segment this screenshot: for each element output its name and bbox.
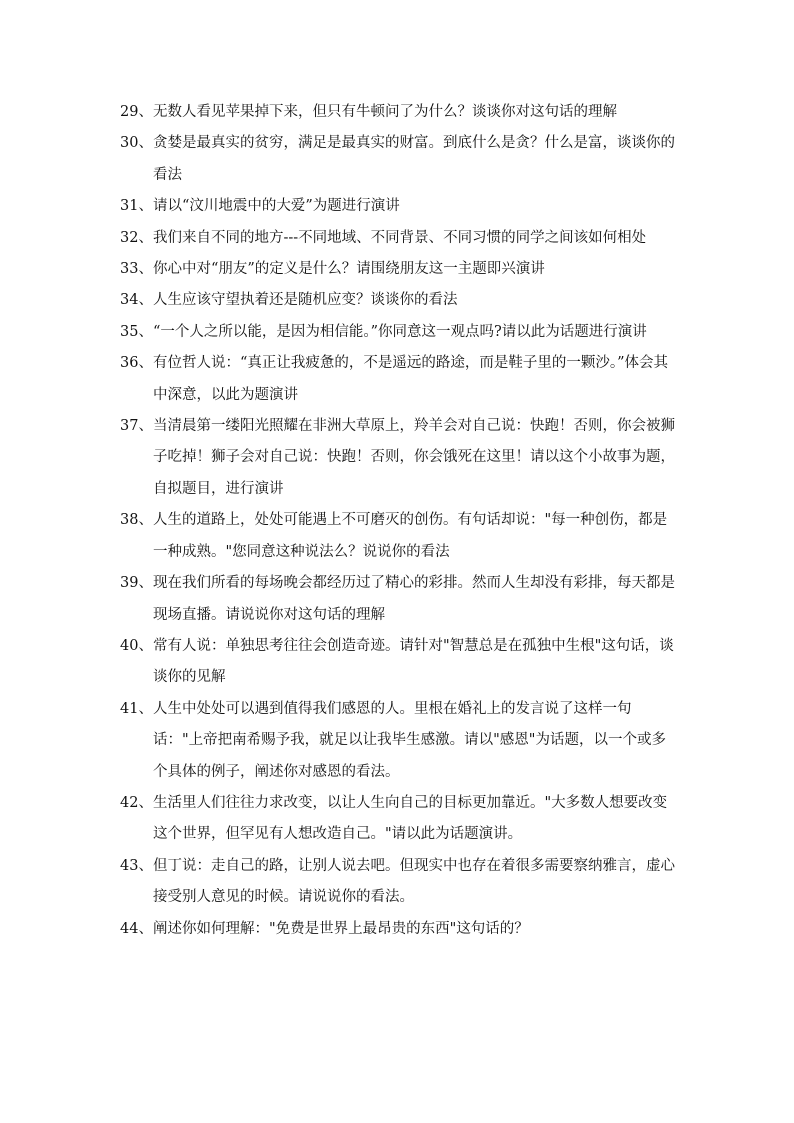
question-text: 当清晨第一缕阳光照耀在非洲大草原上，羚羊会对自己说：快跑！否则，你会被狮子吃掉！狮子会对自己说：快跑！否则，你会饿死在这里！请以这个小故事为题，自拟题目，进行演讲	[152, 418, 675, 497]
question-item-32	[120, 223, 676, 254]
question-item-41	[120, 694, 676, 788]
question-item-34	[120, 285, 676, 316]
question-text: “一个人之所以能，是因为相信能。”你同意这一观点吗?请以此为话题进行演讲	[152, 323, 647, 340]
question-number: 30、	[120, 135, 153, 152]
question-text: 请以“汶川地震中的大爱”为题进行演讲	[152, 198, 400, 215]
question-item-31	[120, 191, 676, 222]
question-text: 贪婪是最真实的贫穷，满足是最真实的财富。到底什么是贪？什么是富，谈谈你的看法	[152, 135, 675, 183]
question-item-39	[120, 568, 676, 631]
question-number: 41、	[120, 700, 153, 717]
question-text: 但丁说：走自己的路，让别人说去吧。但现实中也存在着很多需要察纳雅言，虚心接受别人意见的时候。请说说你的看法。	[152, 857, 675, 906]
question-number: 44、	[120, 920, 153, 937]
question-item-33	[120, 254, 676, 285]
question-text: 人生应该守望执着还是随机应变？谈谈你的看法	[152, 292, 458, 309]
question-text: 有位哲人说：“真正让我疲惫的，不是遥远的路途，而是鞋子里的一颗沙。”体会其中深意，以此为题演讲	[152, 355, 669, 403]
question-item-35	[120, 317, 676, 348]
question-item-29	[120, 97, 676, 128]
question-number: 39、	[120, 575, 153, 592]
question-text: 人生中处处可以遇到值得我们感恩的人。里根在婚礼上的发言说了这样一句话："上帝把南希赐予我，就足以让我毕生感激。请以"感恩"为话题，以一个或多个具体的例子，阐述你对感恩的看法。	[152, 700, 666, 780]
question-number: 31、	[120, 198, 153, 215]
question-item-36	[120, 348, 676, 411]
question-text: 现在我们所看的每场晚会都经历过了精心的彩排。然而人生却没有彩排，每天都是现场直播。请说说你对这句话的理解	[152, 575, 675, 623]
question-item-30	[120, 128, 676, 191]
question-item-42	[120, 788, 676, 851]
question-text: 常有人说：单独思考往往会创造奇迹。请针对"智慧总是在孤独中生根"这句话，谈谈你的见解	[152, 637, 674, 686]
question-number: 40、	[120, 637, 153, 654]
question-number: 37、	[120, 418, 153, 435]
question-item-37	[120, 411, 676, 505]
question-number: 43、	[120, 857, 153, 874]
question-number: 42、	[120, 794, 153, 811]
question-item-38	[120, 505, 676, 568]
question-number: 35、	[120, 323, 153, 340]
question-list	[120, 97, 676, 945]
question-number: 38、	[120, 512, 153, 529]
question-number: 32、	[120, 229, 153, 246]
question-item-40	[120, 631, 676, 694]
question-text: 你心中对“朋友”的定义是什么？请围绕朋友这一主题即兴演讲	[152, 261, 545, 278]
question-text: 我们来自不同的地方---不同地域、不同背景、不同习惯的同学之间该如何相处	[152, 229, 647, 246]
question-number: 34、	[120, 292, 153, 309]
question-number: 29、	[120, 104, 153, 120]
question-item-43	[120, 851, 676, 914]
question-text: 无数人看见苹果掉下来，但只有牛顿问了为什么？谈谈你对这句话的理解	[152, 104, 617, 120]
question-number: 36、	[120, 355, 153, 372]
question-text: 人生的道路上，处处可能遇上不可磨灭的创伤。有句话却说："每一种创伤，都是一种成熟。"您同意这种说法么？说说你的看法	[152, 512, 668, 560]
question-text: 阐述你如何理解："免费是世界上最昂贵的东西"这句话的？	[152, 920, 529, 937]
question-number: 33、	[120, 261, 153, 278]
question-item-44	[120, 914, 676, 945]
question-text: 生活里人们往往力求改变，以让人生向自己的目标更加靠近。"大多数人想要改变这个世界，但罕见有人想改造自己。"请以此为话题演讲。	[152, 794, 668, 843]
